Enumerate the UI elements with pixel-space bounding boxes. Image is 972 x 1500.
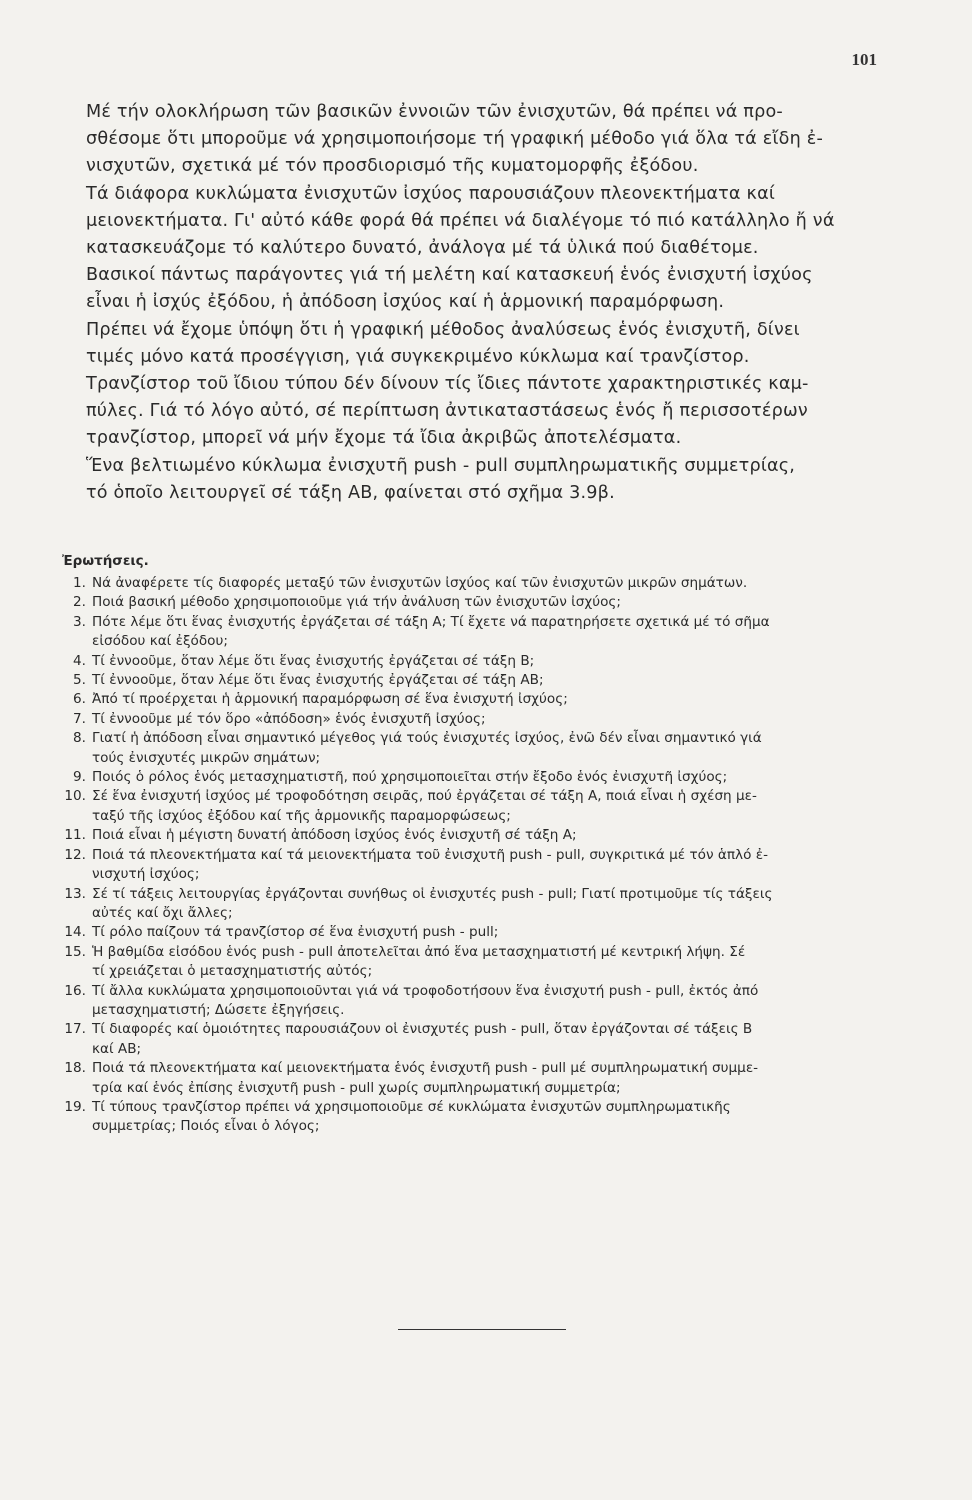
- text-line: νισχυτῶν, σχετικά μέ τόν προσδιορισμό τῆς κυματομορφῆς ἐξόδου.: [86, 156, 699, 177]
- question-text: [92, 885, 902, 924]
- question-text: [92, 593, 902, 612]
- question-text: [92, 652, 902, 671]
- question-item: [62, 982, 902, 1021]
- question-number: 11.: [64, 827, 86, 844]
- text-line: Τί διαφορές καί ὁμοιότητες παρουσιάζουν οἱ ἐνισχυτές push - pull, ὅταν ἐργάζονται σέ τάξεις Β: [92, 1021, 753, 1038]
- text-line: Γιατί ἡ ἀπόδοση εἶναι σημαντικό μέγεθος γιά τούς ἐνισχυτές ἰσχύος, ἐνῶ δέν εἶναι σημαντικό γιά: [92, 730, 762, 747]
- text-line: πύλες. Γιά τό λόγο αὐτό, σέ περίπτωση ἀντικαταστάσεως ἑνός ἤ περισσοτέρων: [86, 401, 808, 422]
- text-line: Ἡ βαθμίδα εἰσόδου ἑνός push - pull ἀποτελεῖται ἀπό ἕνα μετασχηματιστή μέ κεντρική λήψη. Σέ: [92, 943, 746, 960]
- question-number: 9.: [73, 769, 86, 786]
- question-number: 1.: [73, 575, 86, 591]
- paragraph: [86, 371, 886, 453]
- question-text: [92, 982, 902, 1021]
- question-item: [62, 593, 902, 612]
- text-line: Ἀπό τί προέρχεται ἡ ἁρμονική παραμόρφωση σέ ἕνα ἐνισχυτή ἰσχύος;: [92, 691, 568, 708]
- question-item: [62, 710, 902, 729]
- question-number: 3.: [73, 613, 86, 630]
- text-line: Τί ἄλλα κυκλώματα χρησιμοποιοῦνται γιά νά τροφοδοτήσουν ἕνα ἐνισχυτή push - pull, ἐκτός ἀπό: [92, 982, 759, 999]
- question-number: 4.: [73, 652, 86, 669]
- text-line: σθέσομε ὅτι μποροῦμε νά χρησιμοποιήσομε τή γραφική μέθοδο γιά ὅλα τά εἴδη ἐ-: [86, 129, 823, 150]
- question-number: 13.: [64, 885, 86, 902]
- question-item: [62, 787, 902, 826]
- text-line: Μέ τήν ολοκλήρωση τῶν βασικῶν ἐννοιῶν τῶν ἐνισχυτῶν, θά πρέπει νά προ-: [86, 102, 783, 122]
- text-line: Τρανζίστορ τοῦ ἴδιου τύπου δέν δίνουν τίς ἴδιες πάντοτε χαρακτηριστικές καμ-: [86, 374, 809, 395]
- question-number: 16.: [64, 982, 86, 999]
- text-line: τί χρειάζεται ὁ μετασχηματιστής αὐτός;: [92, 963, 373, 980]
- text-line: τιμές μόνο κατά προσέγγιση, γιά συγκεκριμένο κύκλωμα καί τρανζίστορ.: [86, 346, 750, 367]
- text-line: μειονεκτήματα. Γι' αὐτό κάθε φορά θά πρέπει νά διαλέγομε τό πιό κατάλληλο ἤ νά: [86, 210, 835, 231]
- questions-section: [62, 552, 902, 1137]
- questions-heading: Ἐρωτήσεις.: [62, 553, 149, 569]
- text-line: τρία καί ἑνός ἐπίσης ἐνισχυτῆ push - pull χωρίς συμπληρωματική συμμετρία;: [92, 1079, 621, 1096]
- question-number: 12.: [64, 846, 86, 863]
- question-number: 2.: [73, 594, 86, 611]
- paragraph: [86, 262, 886, 316]
- question-number: 17.: [64, 1021, 86, 1038]
- text-line: Πρέπει νά ἔχομε ὑπόψη ὅτι ἡ γραφική μέθοδος ἀναλύσεως ἑνός ἐνισχυτῆ, δίνει: [86, 319, 800, 340]
- text-line: αὐτές καί ὄχι ἄλλες;: [92, 904, 233, 921]
- text-line: Τί τύπους τρανζίστορ πρέπει νά χρησιμοποιοῦμε σέ κυκλώματα ἐνισχυτῶν συμπληρωματικῆς: [92, 1098, 731, 1115]
- paragraph: [86, 99, 886, 181]
- question-item: [62, 826, 902, 845]
- questions-list: [62, 574, 902, 1137]
- text-line: Βασικοί πάντως παράγοντες γιά τή μελέτη καί κατασκευή ἑνός ἐνισχυτή ἰσχύος: [86, 265, 813, 286]
- question-item: [62, 671, 902, 690]
- question-text: [92, 690, 902, 709]
- text-line: Τί ἐννοοῦμε, ὅταν λέμε ὅτι ἕνας ἐνισχυτής ἐργάζεται σέ τάξη Β;: [92, 652, 535, 669]
- question-item: [62, 690, 902, 709]
- question-number: 8.: [73, 730, 86, 747]
- text-line: τούς ἐνισχυτές μικρῶν σημάτων;: [92, 749, 321, 766]
- question-text: [92, 923, 902, 942]
- text-line: τρανζίστορ, μπορεῖ νά μήν ἔχομε τά ἴδια ἀκριβῶς ἀποτελέσματα.: [86, 428, 682, 449]
- body-text: [86, 99, 886, 507]
- text-line: τό ὁποῖο λειτουργεῖ σέ τάξη ΑΒ, φαίνεται στό σχῆμα 3.9β.: [86, 482, 615, 503]
- question-text: [92, 1059, 902, 1098]
- text-line: κατασκευάζομε τό καλύτερο δυνατό, ἀνάλογα μέ τά ὑλικά πού διαθέτομε.: [86, 238, 759, 259]
- text-line: εἶναι ἡ ἰσχύς ἐξόδου, ἡ ἀπόδοση ἰσχύος καί ἡ ἁρμονική παραμόρφωση.: [86, 292, 725, 313]
- page-number: 101: [851, 50, 877, 69]
- paragraph: [86, 181, 886, 263]
- text-line: Νά ἀναφέρετε τίς διαφορές μεταξύ τῶν ἐνισχυτῶν ἰσχύος καί τῶν ἐνισχυτῶν μικρῶν σημάτων.: [92, 575, 748, 591]
- text-line: Τί ἐννοοῦμε μέ τόν ὅρο «ἀπόδοση» ἑνός ἐνισχυτῆ ἰσχύος;: [92, 710, 486, 727]
- question-number: 14.: [64, 924, 86, 941]
- question-item: [62, 1098, 902, 1137]
- question-item: [62, 943, 902, 982]
- question-number: 18.: [64, 1060, 86, 1077]
- paragraph: [86, 317, 886, 371]
- question-number: 6.: [73, 691, 86, 708]
- question-text: [92, 1098, 902, 1137]
- text-line: μετασχηματιστή; Δώσετε ἐξηγήσεις.: [92, 1001, 345, 1018]
- text-line: νισχυτή ἰσχύος;: [92, 866, 200, 883]
- question-text: [92, 574, 902, 593]
- question-item: [62, 923, 902, 942]
- question-item: [62, 1059, 902, 1098]
- question-item: [62, 613, 902, 652]
- question-number: 19.: [64, 1098, 86, 1115]
- question-text: [92, 710, 902, 729]
- question-number: 15.: [64, 943, 86, 960]
- question-text: [92, 787, 902, 826]
- question-item: [62, 885, 902, 924]
- text-line: Σέ ἕνα ἐνισχυτή ἰσχύος μέ τροφοδότηση σειρᾶς, πού ἐργάζεται σέ τάξη Α, ποιά εἶναι ἡ σχέση με-: [92, 788, 757, 805]
- text-line: Πότε λέμε ὅτι ἕνας ἐνισχυτής ἐργάζεται σέ τάξη Α; Τί ἔχετε νά παρατηρήσετε σχετικά μέ τό σῆμα: [92, 613, 770, 630]
- question-item: [62, 574, 902, 593]
- text-line: εἰσόδου καί ἐξόδου;: [92, 633, 228, 650]
- text-line: Ποιά τά πλεονεκτήματα καί μειονεκτήματα ἑνός ἐνισχυτῆ push - pull μέ συμπληρωματική συμμε-: [92, 1060, 759, 1077]
- question-item: [62, 652, 902, 671]
- question-text: [92, 671, 902, 690]
- end-rule: [398, 1329, 566, 1330]
- question-number: 7.: [73, 710, 86, 727]
- question-item: [62, 846, 902, 885]
- text-line: Τί ἐννοοῦμε, ὅταν λέμε ὅτι ἕνας ἐνισχυτής ἐργάζεται σέ τάξη ΑΒ;: [92, 672, 544, 689]
- text-line: Ποιά τά πλεονεκτήματα καί τά μειονεκτήματα τοῦ ἐνισχυτῆ push - pull, συγκριτικά μέ τόν ἁπλό ἐ-: [92, 846, 768, 863]
- question-text: [92, 943, 902, 982]
- question-text: [92, 768, 902, 787]
- text-line: καί ΑΒ;: [92, 1040, 142, 1057]
- text-line: Σέ τί τάξεις λειτουργίας ἐργάζονται συνήθως οἱ ἐνισχυτές push - pull; Γιατί προτιμοῦμε τίς τάξεις: [92, 885, 773, 902]
- text-line: Τά διάφορα κυκλώματα ἐνισχυτῶν ἰσχύος παρουσιάζουν πλεονεκτήματα καί: [86, 183, 776, 204]
- paragraph: [86, 453, 886, 507]
- text-line: Ποιά εἶναι ἡ μέγιστη δυνατή ἀπόδοση ἰσχύος ἑνός ἐνισχυτῆ σέ τάξη Α;: [92, 827, 577, 844]
- text-line: Ποιός ὁ ρόλος ἑνός μετασχηματιστῆ, πού χρησιμοποιεῖται στήν ἔξοδο ἑνός ἐνισχυτῆ ἰσχύος;: [92, 769, 728, 786]
- question-item: [62, 729, 902, 768]
- question-text: [92, 729, 902, 768]
- question-item: [62, 1020, 902, 1059]
- text-line: Ποιά βασική μέθοδο χρησιμοποιοῦμε γιά τήν ἀνάλυση τῶν ἐνισχυτῶν ἰσχύος;: [92, 594, 621, 611]
- question-text: [92, 1020, 902, 1059]
- question-text: [92, 846, 902, 885]
- text-line: Ἕνα βελτιωμένο κύκλωμα ἐνισχυτῆ push - pull συμπληρωματικῆς συμμετρίας,: [86, 455, 796, 476]
- question-item: [62, 768, 902, 787]
- text-line: συμμετρίας; Ποιός εἶναι ὁ λόγος;: [92, 1118, 320, 1135]
- text-line: ταξύ τῆς ἰσχύος ἐξόδου καί τῆς ἁρμονικῆς παραμορφώσεως;: [92, 807, 511, 824]
- text-line: Τί ρόλο παίζουν τά τρανζίστορ σέ ἕνα ἐνισχυτή push - pull;: [92, 924, 499, 941]
- question-number: 5.: [73, 672, 86, 689]
- question-text: [92, 826, 902, 845]
- question-text: [92, 613, 902, 652]
- question-number: 10.: [64, 788, 86, 805]
